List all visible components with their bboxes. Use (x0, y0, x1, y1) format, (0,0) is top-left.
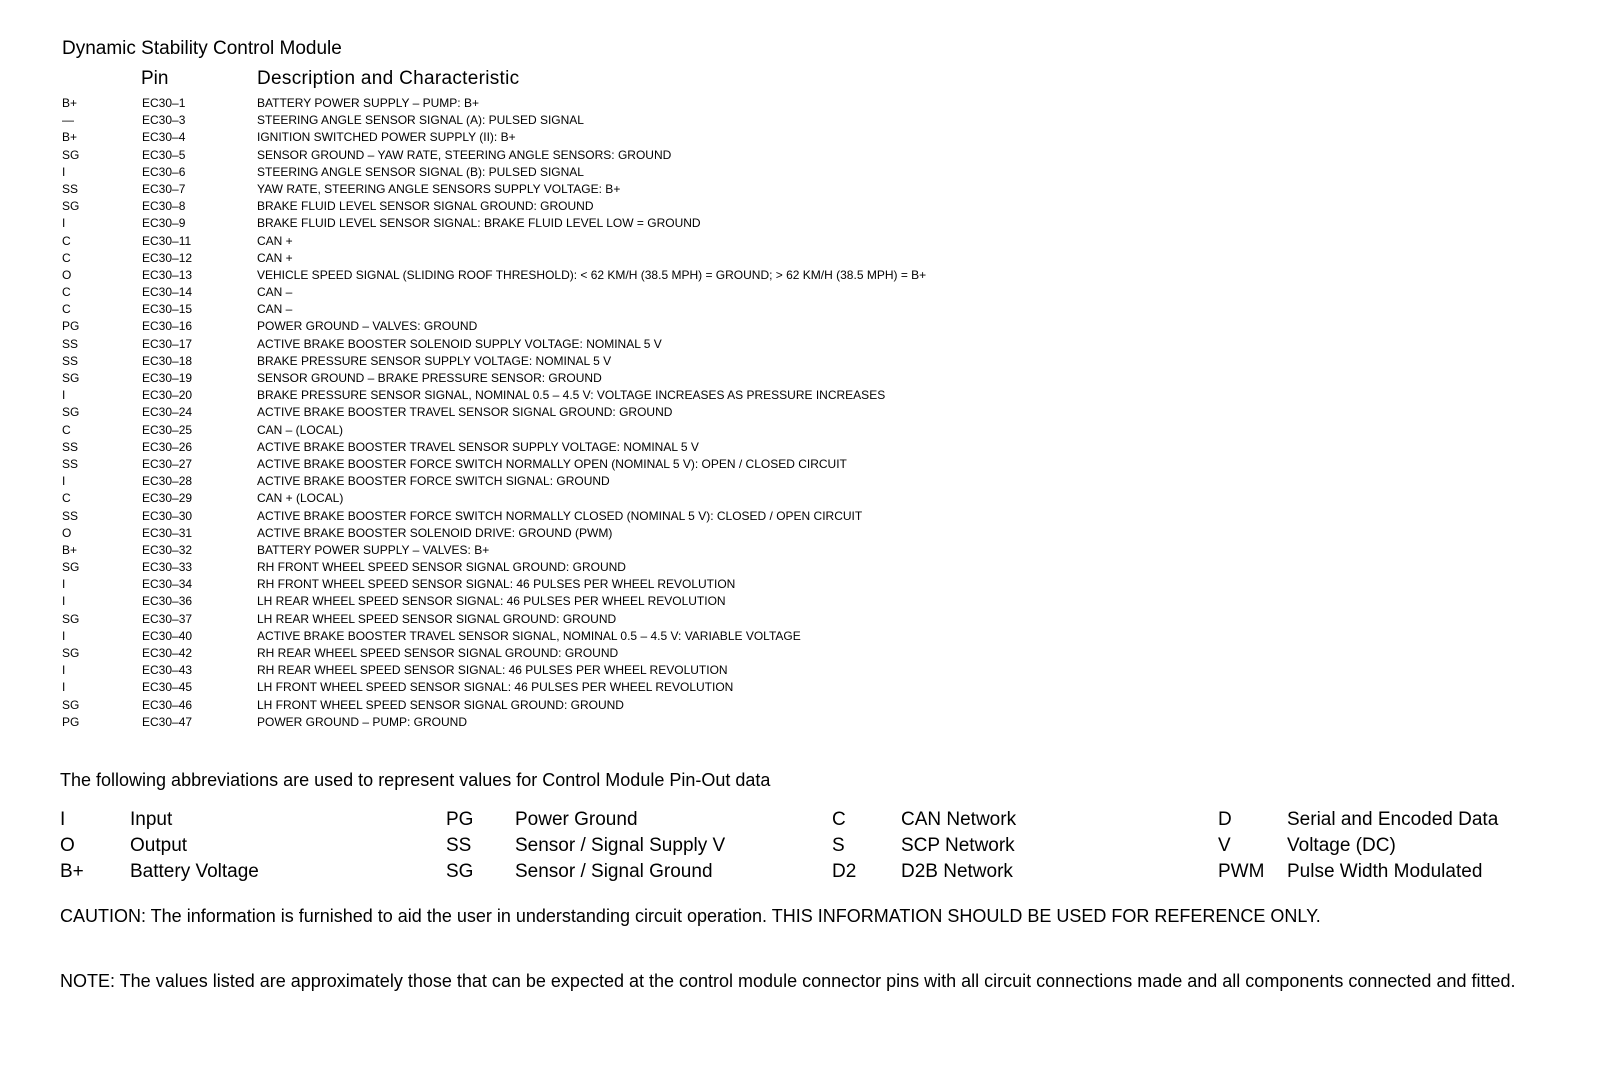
pin-number: EC30–1 (142, 96, 186, 110)
pin-type: B+ (62, 542, 78, 557)
pin-number: EC30–12 (142, 250, 193, 265)
pin-type: I (62, 164, 66, 179)
abbreviation-row (0, 807, 1600, 833)
pin-row (0, 473, 1600, 490)
abbreviations-intro: The following abbreviations are used to represent values for Control Module Pin-Out data (60, 770, 771, 790)
pin-row (0, 318, 1600, 335)
pin-number: EC30–26 (142, 439, 193, 454)
pin-row (0, 387, 1600, 404)
pin-number: EC30–34 (142, 577, 193, 592)
pin-type: C (62, 302, 71, 317)
pin-type: I (62, 388, 66, 403)
pin-number: EC30–19 (142, 371, 193, 385)
pin-description: CAN + (257, 233, 293, 248)
pin-type: SG (62, 405, 80, 420)
pin-number: EC30–37 (142, 611, 193, 626)
abbreviation-code: S (832, 835, 845, 856)
pin-description: RH REAR WHEEL SPEED SENSOR SIGNAL: 46 PULSES PER WHEEL REVOLUTION (257, 663, 728, 678)
abbreviation-meaning: CAN Network (901, 809, 1017, 830)
pin-row (0, 250, 1600, 267)
pin-type: I (62, 594, 66, 609)
pin-description: ACTIVE BRAKE BOOSTER FORCE SWITCH NORMALLY OPEN (NOMINAL 5 V): OPEN / CLOSED CIRCUIT (257, 456, 847, 471)
pin-row (0, 129, 1600, 146)
pin-number: EC30–42 (142, 646, 193, 660)
pin-row (0, 301, 1600, 318)
pin-description: STEERING ANGLE SENSOR SIGNAL (B): PULSED SIGNAL (257, 164, 584, 179)
pin-description: SENSOR GROUND – BRAKE PRESSURE SENSOR: GROUND (257, 371, 602, 385)
pin-number: EC30–47 (142, 714, 193, 729)
pin-number: EC30–15 (142, 302, 193, 317)
pin-description: YAW RATE, STEERING ANGLE SENSORS SUPPLY VOLTAGE: B+ (257, 181, 621, 196)
pin-description: POWER GROUND – PUMP: GROUND (257, 714, 468, 729)
pin-number: EC30–4 (142, 130, 186, 145)
pin-type: SS (62, 439, 79, 454)
pin-description: ACTIVE BRAKE BOOSTER SOLENOID SUPPLY VOLTAGE: NOMINAL 5 V (257, 336, 662, 351)
pin-description: BRAKE FLUID LEVEL SENSOR SIGNAL: BRAKE FLUID LEVEL LOW = GROUND (257, 216, 701, 231)
pin-row (0, 542, 1600, 559)
pin-number: EC30–3 (142, 113, 186, 128)
pin-table (0, 95, 1600, 731)
pin-row (0, 662, 1600, 679)
pin-row (0, 353, 1600, 370)
pin-description: RH FRONT WHEEL SPEED SENSOR SIGNAL GROUND: GROUND (257, 560, 626, 575)
pin-row (0, 198, 1600, 215)
pin-description: BRAKE FLUID LEVEL SENSOR SIGNAL GROUND: GROUND (257, 199, 594, 214)
abbreviation-code: PWM (1218, 861, 1265, 882)
module-title: Dynamic Stability Control Module (62, 38, 342, 59)
pin-type: SS (62, 181, 79, 196)
abbreviation-code: D2 (832, 861, 857, 882)
pin-row (0, 422, 1600, 439)
pin-description: CAN – (LOCAL) (257, 422, 344, 437)
pin-number: EC30–43 (142, 663, 193, 678)
pin-row (0, 336, 1600, 353)
pin-row (0, 559, 1600, 576)
pin-type: SS (62, 336, 79, 351)
pin-description: ACTIVE BRAKE BOOSTER TRAVEL SENSOR SUPPLY VOLTAGE: NOMINAL 5 V (257, 439, 699, 454)
pin-row (0, 679, 1600, 696)
pin-row (0, 284, 1600, 301)
pin-description: BATTERY POWER SUPPLY – PUMP: B+ (257, 96, 479, 110)
pin-type: I (62, 216, 66, 231)
pin-description: RH FRONT WHEEL SPEED SENSOR SIGNAL: 46 PULSES PER WHEEL REVOLUTION (257, 577, 736, 592)
pin-description: LH FRONT WHEEL SPEED SENSOR SIGNAL GROUND: GROUND (257, 697, 624, 712)
pin-number: EC30–6 (142, 164, 186, 179)
pin-number: EC30–13 (142, 267, 193, 282)
note-text: NOTE: The values listed are approximately those that can be expected at the control module connector pins with all circuit connections made and all components connected and fitted. (60, 971, 1516, 991)
abbreviations-legend (0, 807, 1600, 885)
pin-description: LH REAR WHEEL SPEED SENSOR SIGNAL GROUND: GROUND (257, 611, 617, 626)
pin-description: CAN + (LOCAL) (257, 491, 344, 506)
pin-description: RH REAR WHEEL SPEED SENSOR SIGNAL GROUND: GROUND (257, 646, 619, 660)
pin-description: ACTIVE BRAKE BOOSTER FORCE SWITCH NORMALLY CLOSED (NOMINAL 5 V): CLOSED / OPEN CIRCUIT (257, 508, 863, 523)
pin-number: EC30–9 (142, 216, 186, 231)
caution-text: CAUTION: The information is furnished to aid the user in understanding circuit operation. THIS INFORMATION SHOULD BE USED FOR REFERENCE ONLY. (60, 906, 1321, 926)
pin-description: BRAKE PRESSURE SENSOR SIGNAL, NOMINAL 0.5 – 4.5 V: VOLTAGE INCREASES AS PRESSURE INCREASES (257, 388, 886, 403)
abbreviation-code: SG (446, 861, 474, 882)
pin-number: EC30–31 (142, 525, 193, 540)
pin-type: I (62, 680, 66, 695)
pin-type: C (62, 250, 71, 265)
pin-type: I (62, 577, 66, 592)
pin-number: EC30–7 (142, 181, 186, 196)
pin-type: O (62, 267, 72, 282)
pin-number: EC30–5 (142, 147, 186, 162)
pin-type: SG (62, 697, 80, 712)
pin-row (0, 439, 1600, 456)
pin-type: SG (62, 371, 80, 385)
pin-type: B+ (62, 130, 78, 145)
abbreviation-meaning: Power Ground (515, 809, 638, 830)
pin-row (0, 508, 1600, 525)
pin-row (0, 645, 1600, 662)
abbreviation-code: B+ (60, 861, 84, 882)
pin-type: SG (62, 199, 80, 214)
abbreviation-meaning: Output (130, 835, 188, 856)
abbreviation-meaning: Input (130, 809, 173, 830)
pin-type: SS (62, 508, 79, 523)
pin-number: EC30–27 (142, 456, 193, 471)
pin-row (0, 112, 1600, 129)
pin-type: SG (62, 611, 80, 626)
pin-row (0, 490, 1600, 507)
pin-row (0, 525, 1600, 542)
pin-number: EC30–24 (142, 405, 193, 420)
pin-description: CAN – (257, 302, 293, 317)
pin-row (0, 628, 1600, 645)
abbreviation-code: PG (446, 809, 474, 830)
abbreviation-code: C (832, 809, 846, 830)
pin-description: ACTIVE BRAKE BOOSTER TRAVEL SENSOR SIGNAL GROUND: GROUND (257, 405, 673, 420)
pin-row (0, 95, 1600, 112)
pin-number: EC30–29 (142, 491, 193, 506)
pin-row (0, 233, 1600, 250)
pin-number: EC30–28 (142, 474, 193, 489)
abbreviation-meaning: D2B Network (901, 861, 1013, 882)
pin-number: EC30–14 (142, 285, 193, 300)
abbreviation-code: O (60, 835, 75, 856)
pin-row (0, 181, 1600, 198)
pin-type: SG (62, 560, 80, 575)
abbreviation-code: I (60, 809, 66, 830)
pin-description: STEERING ANGLE SENSOR SIGNAL (A): PULSED SIGNAL (257, 113, 584, 128)
abbreviation-meaning: Sensor / Signal Ground (515, 861, 713, 882)
description-column-header: Description and Characteristic (257, 68, 520, 89)
pin-number: EC30–11 (142, 233, 192, 248)
pin-number: EC30–20 (142, 388, 193, 403)
pin-type: C (62, 422, 71, 437)
pin-number: EC30–36 (142, 594, 193, 609)
pin-type: C (62, 233, 71, 248)
pin-description: CAN – (257, 285, 293, 300)
abbreviation-meaning: Voltage (DC) (1287, 835, 1396, 856)
abbreviation-row (0, 859, 1600, 885)
pin-number: EC30–8 (142, 199, 186, 214)
pin-type: O (62, 525, 72, 540)
pin-row (0, 697, 1600, 714)
pin-description: CAN + (257, 250, 293, 265)
pin-row (0, 714, 1600, 731)
pin-description: IGNITION SWITCHED POWER SUPPLY (II): B+ (257, 130, 516, 145)
pin-description: LH REAR WHEEL SPEED SENSOR SIGNAL: 46 PULSES PER WHEEL REVOLUTION (257, 594, 726, 609)
abbreviation-meaning: SCP Network (901, 835, 1015, 856)
pin-type: I (62, 474, 66, 489)
pin-description: ACTIVE BRAKE BOOSTER SOLENOID DRIVE: GROUND (PWM) (257, 525, 613, 540)
abbreviation-code: SS (446, 835, 472, 856)
pin-type: C (62, 285, 71, 300)
pin-type: C (62, 491, 71, 506)
pin-number: EC30–18 (142, 353, 193, 368)
pin-type: SS (62, 353, 79, 368)
abbreviation-row (0, 833, 1600, 859)
pin-number: EC30–30 (142, 508, 193, 523)
pin-row (0, 611, 1600, 628)
pin-description: VEHICLE SPEED SIGNAL (SLIDING ROOF THRESHOLD): < 62 KM/H (38.5 MPH) = GROUND; > 62 KM/H (38.5 MPH) = B+ (257, 267, 927, 282)
pin-number: EC30–33 (142, 560, 193, 575)
pin-row (0, 147, 1600, 164)
pin-type: I (62, 663, 66, 678)
pin-description: POWER GROUND – VALVES: GROUND (257, 319, 478, 334)
pin-description: SENSOR GROUND – YAW RATE, STEERING ANGLE SENSORS: GROUND (257, 147, 672, 162)
pin-type: SG (62, 646, 80, 660)
abbreviation-meaning: Battery Voltage (130, 861, 259, 882)
pin-row (0, 215, 1600, 232)
abbreviation-code: D (1218, 809, 1232, 830)
abbreviation-meaning: Serial and Encoded Data (1287, 809, 1499, 830)
pin-number: EC30–32 (142, 542, 193, 557)
abbreviation-meaning: Pulse Width Modulated (1287, 861, 1483, 882)
pin-type: SG (62, 147, 80, 162)
pin-type: SS (62, 456, 79, 471)
pin-type: — (62, 113, 74, 128)
pin-row (0, 370, 1600, 387)
pin-number: EC30–45 (142, 680, 193, 695)
pin-number: EC30–46 (142, 697, 193, 712)
pin-type: B+ (62, 96, 78, 110)
pin-description: BRAKE PRESSURE SENSOR SUPPLY VOLTAGE: NOMINAL 5 V (257, 353, 612, 368)
pin-row (0, 576, 1600, 593)
pin-number: EC30–16 (142, 319, 193, 334)
pin-column-header: Pin (141, 68, 169, 89)
pin-description: LH FRONT WHEEL SPEED SENSOR SIGNAL: 46 PULSES PER WHEEL REVOLUTION (257, 680, 734, 695)
pin-row (0, 267, 1600, 284)
pin-type: PG (62, 714, 80, 729)
pin-row (0, 164, 1600, 181)
pin-row (0, 593, 1600, 610)
pin-type: PG (62, 319, 80, 334)
pin-description: BATTERY POWER SUPPLY – VALVES: B+ (257, 542, 490, 557)
pin-description: ACTIVE BRAKE BOOSTER TRAVEL SENSOR SIGNAL, NOMINAL 0.5 – 4.5 V: VARIABLE VOLTAGE (257, 628, 801, 643)
pin-number: EC30–25 (142, 422, 193, 437)
pin-description: ACTIVE BRAKE BOOSTER FORCE SWITCH SIGNAL: GROUND (257, 474, 610, 489)
pin-number: EC30–17 (142, 336, 193, 351)
abbreviation-meaning: Sensor / Signal Supply V (515, 835, 726, 856)
pin-type: I (62, 628, 66, 643)
pin-number: EC30–40 (142, 628, 193, 643)
abbreviation-code: V (1218, 835, 1231, 856)
pin-row (0, 456, 1600, 473)
pin-row (0, 404, 1600, 421)
